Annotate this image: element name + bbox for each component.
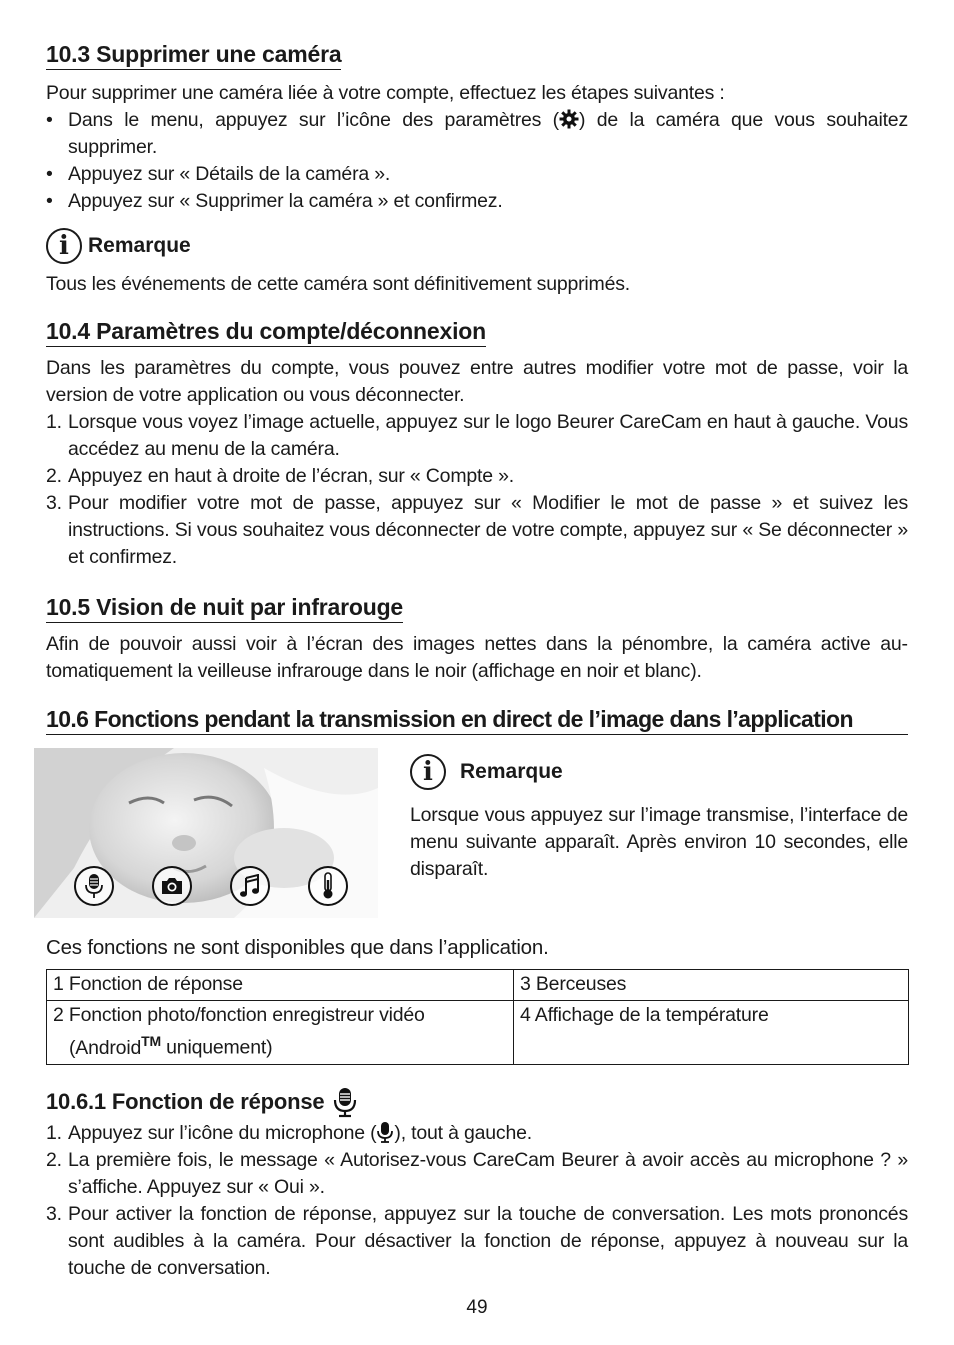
list-item: 1. Appuyez sur l’icône du microphone ( ), tout à gauche. [46,1122,532,1144]
section-10-4 [46,317,486,347]
heading-10-4: 10.4 Paramètres du compte/déconnexion [46,317,486,347]
thermometer-icon [321,872,335,900]
live-image-photo [34,748,378,918]
section-10-6 [46,705,908,735]
list-item: 2. La première fois, le message « Autorisez-vous CareCam Beurer à avoir accès au microphone ? » s’affiche. Appuyez sur « Oui ». [46,1149,908,1198]
note-text-10-6: Lorsque vous appuyez sur l’image transmise, l’interface de menu suivante apparaît. Après environ 10 secondes, elle disparaît. [410,804,908,880]
table-row [47,970,909,1001]
note-10-3 [46,228,191,264]
section-10-3 [46,40,341,70]
availability-text: Ces fonctions ne sont disponibles que dans l’application. [46,936,549,959]
camera-icon [160,876,184,896]
camera-button[interactable] [152,866,192,906]
table-cell: 4 Affichage de la température [514,1001,909,1065]
section-10-4-body [46,355,908,571]
section-10-5 [46,593,403,623]
temperature-button[interactable] [308,866,348,906]
text-10-5: Afin de pouvoir aussi voir à l’écran des images nettes dans la pénombre, la caméra active automatiquement la veilleuse infrarouge dans le noir (affichage en noir et blanc). [46,633,908,682]
section-10-6-1 [46,1086,358,1118]
note-label: Remarque [460,760,563,783]
list-item: • Appuyez sur « Détails de la caméra ». [46,161,908,188]
microphone-icon [83,873,105,899]
bullet-marker: • [46,109,53,131]
info-icon: i [410,754,446,790]
heading-10-6: 10.6 Fonctions pendant la transmission en direct de l’image dans l’application [46,705,908,735]
note-label: Remarque [88,234,191,257]
microphone-button[interactable] [74,866,114,906]
table-row [47,1001,909,1065]
list-item: 1. Lorsque vous voyez l’image actuelle, appuyez sur le logo Beurer CareCam en haut à gauche. Vous accédez au menu de la caméra. [46,411,908,460]
microphone-icon [332,1086,358,1118]
functions-table-wrap [46,969,909,1065]
bullet-marker: • [46,190,53,212]
steps-10-6-1 [46,1120,908,1282]
list-item: • Appuyez sur « Supprimer la caméra » et confirmez. [46,188,908,215]
music-note-icon [239,874,261,898]
functions-table [46,969,909,1065]
bullet-marker: • [46,163,53,185]
list-item: 3. Pour activer la fonction de réponse, appuyez sur la touche de conversation. Les mots prononcés sont audibles à la caméra. Pour désactiver la fonction de réponse, appuyez à nouveau sur la touche de conversation. [46,1203,908,1279]
note-10-6 [410,754,563,790]
lullaby-button[interactable] [230,866,270,906]
gear-icon [559,109,579,129]
section-10-6-1-body [46,1120,908,1282]
section-10-3-body [46,80,908,215]
note-text-10-3: Tous les événements de cette caméra sont définitivement supprimés. [46,273,631,295]
heading-10-3: 10.3 Supprimer une caméra [46,40,341,70]
list-item: • Dans le menu, appuyez sur l’icône des paramètres ( ) de la caméra que vous souhaitez supprimer. [46,109,908,158]
page-number: 49 [466,1297,488,1318]
table-cell: 1 Fonction de réponse [47,970,514,1001]
list-item: 3. Pour modifier votre mot de passe, appuyez sur « Modifier le mot de passe » et suivez les instructions. Si vous souhaitez vous déconnecter de votre compte, appuyez sur « Se déconnecter » et confirmez. [46,492,908,568]
table-cell: 3 Berceuses [514,970,909,1001]
intro-10-3: Pour supprimer une caméra liée à votre compte, effectuez les étapes suivantes : [46,82,725,104]
heading-10-5: 10.5 Vision de nuit par infrarouge [46,593,403,623]
bullet-list-10-3 [46,107,908,215]
info-icon: i [46,228,82,264]
table-cell: 2 Fonction photo/fonction enregistreur vidéo (Android™ uniquement) [47,1001,514,1065]
intro-10-4: Dans les paramètres du compte, vous pouvez entre autres modifier votre mot de passe, voir la version de votre application ou vous déconnecter. [46,357,908,406]
steps-10-4 [46,409,908,571]
microphone-icon [376,1121,394,1143]
heading-10-6-1: 10.6.1 Fonction de réponse [46,1089,325,1114]
list-item: 2. Appuyez en haut à droite de l’écran, sur « Compte ». [46,465,514,487]
